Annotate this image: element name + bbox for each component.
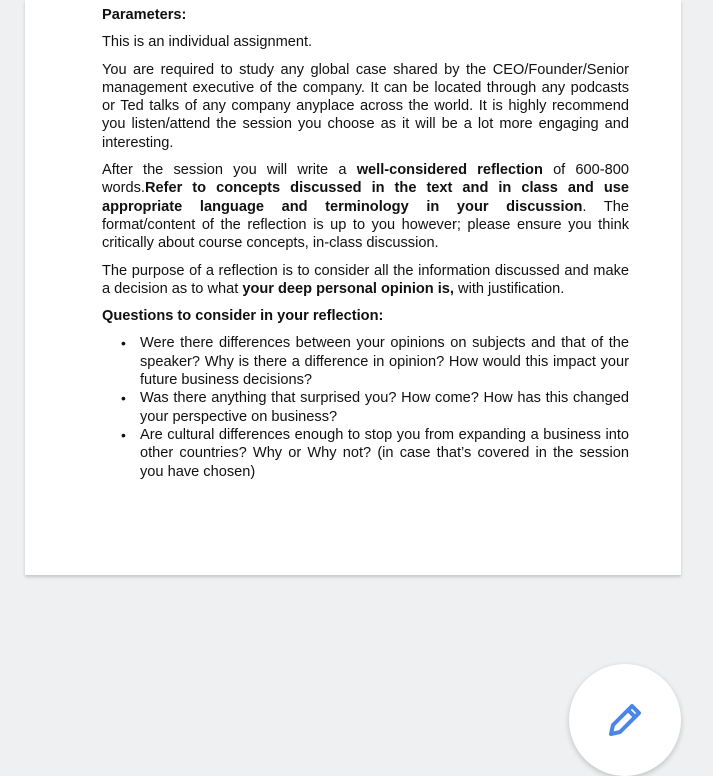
text-run: with justification. [453,280,565,297]
text-run: of 600-800 words. [102,162,629,197]
paragraph-reflection-instructions [102,161,629,252]
list-item [121,334,629,389]
parameters-heading: Parameters: [102,7,187,23]
paragraph-individual: This is an individual assignment. [102,34,313,51]
bold-text-run: Refer to concepts discussed in the text and in class and use appropriate language and terminology in your discussion [102,180,629,215]
list-item-text: Were there differences between your opinions on subjects and that of the speaker? Why is there a difference in opinion? How would this impact your future business decisions? [140,335,629,389]
pencil-icon [605,700,645,740]
document-content [102,6,629,481]
paragraph-purpose [102,262,629,299]
list-item-text: Was there anything that surprised you? How come? How has this changed your perspective on business? [140,390,629,425]
questions-heading: Questions to consider in your reflection: [102,308,384,325]
text-run: The purpose of a reflection is to consider all the information discussed and make a decision as to what [102,262,629,297]
text-run: After the session you will write a [102,162,357,179]
document-page [25,0,681,575]
bold-text-run: well-considered reflection [356,162,543,179]
paragraph-study-case: You are required to study any global case shared by the CEO/Founder/Senior management executive of the company. It can be located through any podcasts or Ted talks of any company anyplace across the world. It is highly recommend you listen/attend the session you choose as it will be a lot more engaging and interesting. [102,61,629,151]
questions-list [102,334,629,480]
bold-text-run: your deep personal opinion is, [242,280,454,297]
text-run: . The format/content of the reflection is up to you however; please ensure you think critically about course concepts, in-class discussion. [102,198,629,252]
list-item [121,389,629,426]
edit-button[interactable] [569,664,681,776]
bullet-icon: • [121,426,126,443]
bullet-icon: • [121,390,126,407]
bullet-icon: • [121,335,126,352]
list-item-text: Are cultural differences enough to stop you from expanding a business into other countries? Why or Why not? (in case that’s covered in the session you have chosen) [140,426,629,480]
list-item [121,426,629,481]
